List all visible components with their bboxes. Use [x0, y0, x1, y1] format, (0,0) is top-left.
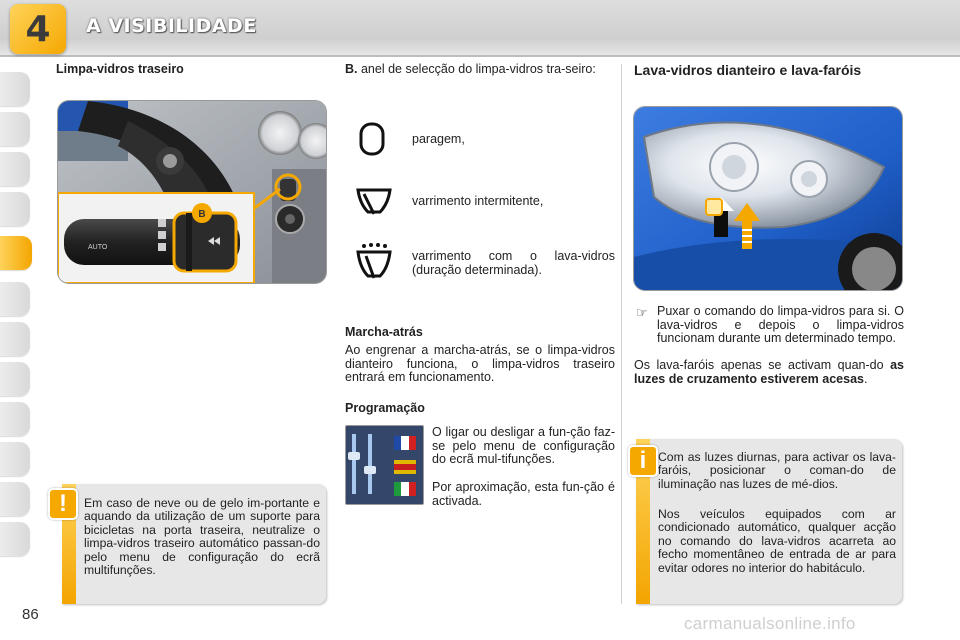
callout-b: B [198, 209, 206, 220]
side-tab-1[interactable] [0, 72, 30, 106]
page-number: 86 [22, 606, 39, 623]
rear-wiper-stop-icon [356, 120, 390, 160]
mode-washer-text: varrimento com o lava-vidros (duração determinada). [412, 249, 615, 277]
header-rule [0, 55, 960, 57]
washer-instruction-text: Puxar o comando do limpa-vidros para si. O lava-vidros e depois o limpa-vidros funcionam durante um determinado tempo. [657, 304, 904, 345]
chapter-title: A VISIBILIDADE [86, 15, 257, 37]
warning-icon [48, 488, 78, 520]
rear-wiper-intermittent-icon [354, 184, 394, 218]
programming-heading: Programação [345, 401, 425, 415]
headlamp-photo [633, 106, 903, 291]
info-icon [628, 445, 658, 477]
side-tab-10[interactable] [0, 442, 30, 476]
side-tab-8[interactable] [0, 362, 30, 396]
warning-box [59, 484, 326, 604]
washer-heading: Lava-vidros dianteiro e lava-faróis [634, 62, 862, 78]
rear-wiper-washer-icon [354, 242, 394, 282]
headlamp-text-end: . [863, 371, 868, 386]
side-tab-9[interactable] [0, 402, 30, 436]
programming-text-1: O ligar ou desligar a fun-ção faz-se pelo menu de configuração do ecrã mul-tifunções. [432, 425, 615, 466]
bullet-pointer-icon: ☞ [636, 305, 648, 320]
info-box [636, 439, 902, 604]
headlamp-washer-text [634, 359, 904, 386]
chapter-tab [10, 4, 66, 54]
side-tab-11[interactable] [0, 482, 30, 516]
warning-symbol: ! [59, 490, 67, 517]
programming-text-2: Por aproximação, esta fun-ção é activada. [432, 480, 615, 508]
selection-ring-description [345, 63, 615, 77]
side-tab-4[interactable] [0, 192, 30, 226]
display-menu-photo [345, 425, 424, 505]
watermark: carmanualsonline.info [684, 614, 856, 633]
column-divider [621, 64, 622, 604]
mode-intermittent-text: varrimento intermitente, [412, 194, 544, 208]
selection-ring-text: anel de selecção do limpa-vidros tra-seiro: [360, 62, 596, 76]
reverse-heading: Marcha-atrás [345, 325, 423, 339]
selection-ring-label: B. [345, 62, 358, 76]
rear-wiper-heading: Limpa-vidros traseiro [56, 62, 184, 76]
side-tab-7[interactable] [0, 322, 30, 356]
info-text-2: Nos veículos equipados com ar condicionado automático, qualquer acção no comando do lava-vidros acarreta ao fecho momentâneo de entrada de ar para evitar odores no interior do habitáculo. [658, 507, 896, 575]
info-symbol: i [639, 447, 647, 474]
headlamp-text-bold: as luzes de cruzamento estiverem acesas [634, 358, 904, 386]
multifunction-display-illustration [346, 426, 423, 504]
side-tab-3[interactable] [0, 152, 30, 186]
steering-wheel-photo [57, 100, 327, 284]
stalk-marking-auto: AUTO [88, 244, 108, 251]
reverse-text: Ao engrenar a marcha-atrás, se o limpa-vidros dianteiro funciona, o limpa-vidros traseiro entrará em funcionamento. [345, 343, 615, 384]
mode-stop-text: paragem, [412, 132, 465, 146]
chapter-number: 4 [25, 8, 51, 50]
headlamp-text-start: Os lava-faróis apenas se activam quan-do [634, 358, 891, 372]
steering-wheel-illustration [58, 101, 326, 283]
side-tab-2[interactable] [0, 112, 30, 146]
info-text-1: Com as luzes diurnas, para activar os lava-faróis, posicionar o coman-do de iluminação nas luzes de mé-dios. [658, 450, 896, 491]
warning-text: Em caso de neve ou de gelo im-portante e aquando da utilização de um suporte para bicicletas na porta traseira, neutralize o limpa-vidros traseiro automático passan-do pelo menu de configuração do ecrã multifunções. [84, 496, 320, 578]
side-tab-6[interactable] [0, 282, 30, 316]
side-tab-12[interactable] [0, 522, 30, 556]
headlamp-illustration [634, 107, 902, 290]
side-tab-5-active[interactable] [0, 236, 32, 270]
